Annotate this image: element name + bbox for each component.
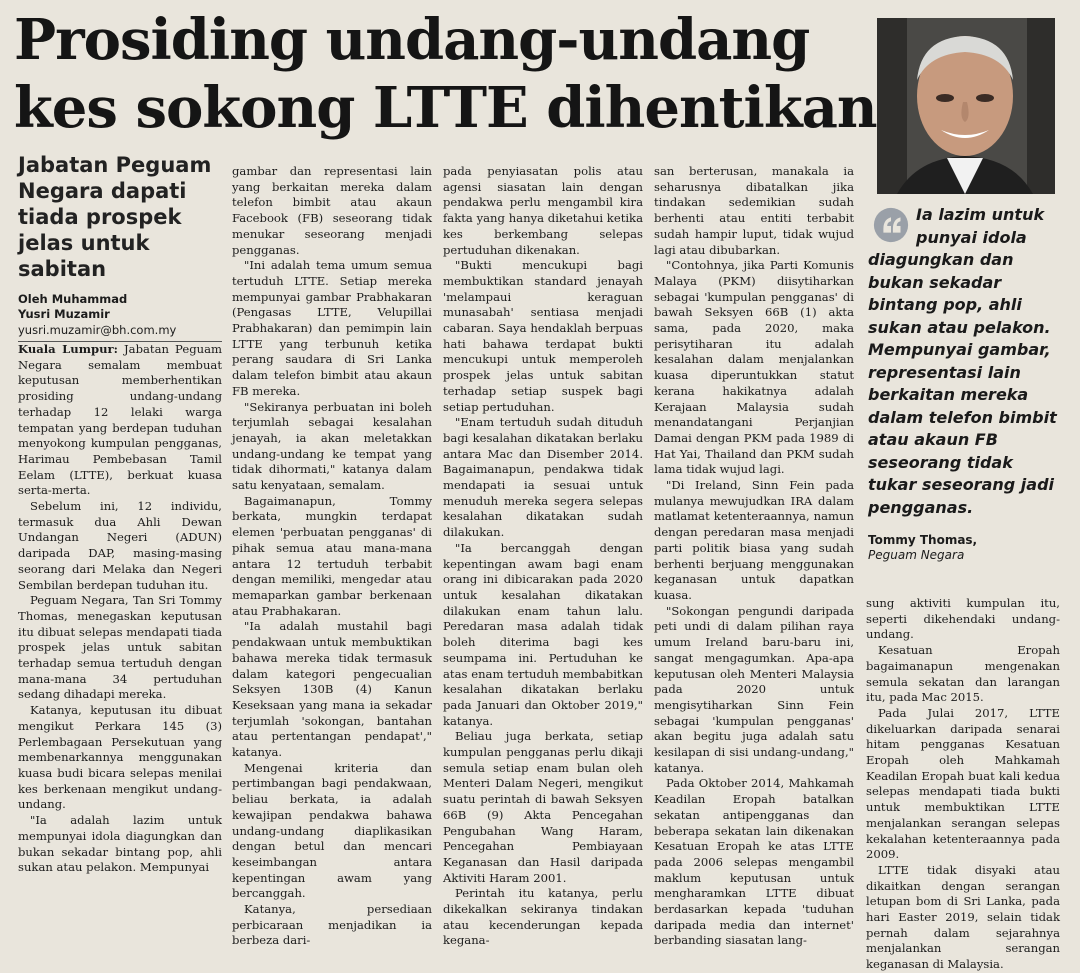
portrait-illustration: [877, 18, 1055, 194]
pull-quote: [868, 204, 1060, 563]
paragraph: Pada Oktober 2014, Mahkamah Keadilan Eropah batalkan sekatan antipengganas dan beberapa sekatan lain dikenakan Kesatuan Eropah ke atas LTTE pada 2006 selepas mengambil maklum keputusan untuk mengharamkan LTTE dibuat berdasarkan kepada 'tuduhan daripada media dan internet' berbanding siasatan lang-: [654, 776, 854, 948]
author-email: yusri.muzamir@bh.com.my: [18, 322, 222, 342]
paragraph: san berterusan, manakala ia seharusnya dibatalkan jika tindakan sedemikian sudah berhenti atau entiti terbabit sudah hampir luput, tidak wujud lagi atau dibubarkan.: [654, 164, 854, 257]
pull-quote-attribution: [868, 533, 1060, 563]
article-column-2: [232, 164, 432, 949]
paragraph: Beliau juga berkata, setiap kumpulan pengganas perlu dikaji semula setiap enam bulan oleh Menteri Dalam Negeri, mengikut suatu perintah di bawah Seksyen 66B (9) Akta Pencegahan Pengubahan Wang Haram, Pencegahan Pembiayaan Keganasan dan Hasil daripada Aktiviti Haram 2001.: [443, 729, 643, 885]
article-subheadline: Jabatan Peguam Negara dapati tiada prospek jelas untuk sabitan: [18, 153, 212, 281]
pull-quote-text-first: Ia lazim untuk punyai idola: [916, 205, 1045, 247]
article-column-1: [18, 152, 222, 876]
dateline: Kuala Lumpur:: [18, 342, 118, 356]
paragraph: "Di Ireland, Sinn Fein pada mulanya mewujudkan IRA dalam matlamat ketenteraannya, namun dengan peredaran masa menjadi parti politik biasa yang sudah berhenti berjuang menggunakan keganasan untuk dapatkan kuasa.: [654, 478, 854, 602]
paragraph: Katanya, persediaan perbicaraan menjadikan ia berbeza dari-: [232, 902, 432, 948]
byline-line-1: Oleh Muhammad: [18, 292, 128, 306]
lead-paragraph-text: Jabatan Peguam Negara semalam membuat keputusan memberhentikan prosiding undang-undang terhadap 12 lelaki warga tempatan yang berdepan tuduhan menyokong kumpulan pengganas, Harimau Pembebasan Tamil Eelam (LTTE), berkuat kuasa serta-merta.: [18, 342, 222, 498]
paragraph: "Ini adalah tema umum semua tertuduh LTTE. Setiap mereka mempunyai gambar Prabhakaran (Pengasas LTTE, Velupillai Prabhakaran) dan pemimpin lain LTTE yang terbunuh ketika perang saudara di Sri Lanka dalam telefon bimbit atau akaun FB mereka.: [232, 258, 432, 398]
paragraph: "Ia adalah lazim untuk mempunyai idola diagungkan dan bukan sekadar bintang pop, ahli sukan atau pelakon. Mempunyai: [18, 813, 222, 875]
quote-author-name: Tommy Thomas,: [868, 533, 978, 547]
paragraph: LTTE tidak disyaki atau dikaitkan dengan serangan letupan bom di Sri Lanka, pada hari Easter 2019, selain tidak pernah dalam sejarahnya menjalankan serangan keganasan di Malaysia.: [866, 862, 1060, 972]
article-column-3: [443, 164, 643, 949]
pull-quote-text: diagungkan dan bukan sekadar bintang pop, ahli sukan atau pelakon. Mempunyai gambar, representasi lain berkaitan mereka dalam telefon bimbit atau akaun FB seseorang tidak tukar seseorang jadi pengganas.: [868, 250, 1057, 517]
headline-line-2: kes sokong LTTE dihentikan: [14, 75, 877, 141]
paragraph: "Ia adalah mustahil bagi pendakwaan untuk membuktikan bahawa mereka tidak termasuk dalam kategori pengecualian Seksyen 130B (4) Kanun Keseksaan yang mana ia sekadar terjumlah 'sokongan, bantahan atau pertentangan pendapat'," katanya.: [232, 619, 432, 760]
portrait-photo: [877, 18, 1055, 194]
article-headline: [14, 6, 877, 142]
article-column-5: [866, 596, 1060, 973]
paragraph: Bagaimanapun, Tommy berkata, mungkin terdapat elemen 'perbuatan pengganas' di pihak semua atau mana-mana antara 12 tertuduh terbabit dengan memiliki, mengedar atau memaparkan gambar berkenaan atau Prabhakaran.: [232, 493, 432, 618]
article-column-4: [654, 164, 854, 949]
byline-line-2: Yusri Muzamir: [18, 307, 110, 321]
paragraph: "Ia bercanggah dengan kepentingan awam bagi enam orang ini dibicarakan pada 2020 untuk kesalahan dikatakan dilakukan enam tahun lalu. Peredaran masa adalah tidak boleh diterima bagi kes seumpama ini. Pertuduhan ke atas enam tertuduh membabitkan kesalahan dikatakan berlaku pada Januari dan Oktober 2019," katanya.: [443, 540, 643, 728]
paragraph: Mengenai kriteria dan pertimbangan bagi pendakwaan, beliau berkata, ia adalah kewajipan pendakwa bahawa undang-undang diaplikasikan dengan betul dan mencari keseimbangan antara kepentingan awam yang bercanggah.: [232, 760, 432, 901]
paragraph: Kesatuan Eropah bagaimanapun mengenakan semula sekatan dan larangan itu, pada Mac 2015.: [866, 643, 1060, 705]
quote-mark-icon: [872, 206, 910, 244]
paragraph: gambar dan representasi lain yang berkaitan mereka dalam telefon bimbit atau akaun Facebook (FB) seseorang tidak menukar seseorang menjadi pengganas.: [232, 164, 432, 257]
paragraph: Katanya, keputusan itu dibuat mengikut Perkara 145 (3) Perlembagaan Persekutuan yang membenarkannya menggunakan kuasa budi bicara selepas menilai kes berkenaan mengikut undang-undang.: [18, 703, 222, 812]
paragraph: Pada Julai 2017, LTTE dikeluarkan daripada senarai hitam pengganas Kesatuan Eropah oleh Mahkamah Keadilan Eropah buat kali kedua selepas mendapati tiada bukti untuk membuktikan LTTE menjalankan serangan selepas kekalahan ketenteraannya pada 2009.: [866, 705, 1060, 862]
paragraph: "Sokongan pengundi daripada peti undi di dalam pilihan raya umum Ireland baru-baru ini, sangat mengagumkan. Apa-apa keputusan oleh Menteri Malaysia pada 2020 untuk mengisytiharkan Sinn Fein sebagai 'kumpulan pengganas' akan begitu juga adalah satu kesilapan di sisi undang-undang," katanya.: [654, 603, 854, 775]
paragraph: "Bukti mencukupi bagi membuktikan standard jenayah 'melampaui keraguan munasabah' sentiasa menjadi cabaran. Saya hendaklah berpuas hati bahawa terdapat bukti mencukupi untuk memperoleh prospek jelas untuk sabitan terhadap setiap suspek bagi setiap pertuduhan.: [443, 258, 643, 414]
quote-author-role: Peguam Negara: [868, 548, 965, 562]
paragraph: Peguam Negara, Tan Sri Tommy Thomas, menegaskan keputusan itu dibuat selepas mendapati tiada prospek jelas untuk sabitan terhadap semua tertuduh dengan mana-mana 34 pertuduhan sedang dihadapi mereka.: [18, 593, 222, 702]
paragraph: "Enam tertuduh sudah dituduh bagi kesalahan dikatakan berlaku antara Mac dan Disember 2014. Bagaimanapun, pendakwa tidak mendapati ia sesuai untuk menuduh mereka segera selepas kesalahan dikatakan sudah dilakukan.: [443, 415, 643, 540]
paragraph: Perintah itu katanya, perlu dikekalkan sekiranya tindakan atau kecenderungan kepada kegana-: [443, 886, 643, 948]
paragraph: "Sekiranya perbuatan ini boleh terjumlah sebagai kesalahan jenayah, ia akan meletakkan undang-undang ke tempat yang tidak dihormati," katanya dalam satu kenyataan, semalam.: [232, 399, 432, 493]
lead-paragraph: [18, 342, 222, 499]
paragraph: sung aktiviti kumpulan itu, seperti dikehendaki undang-undang.: [866, 596, 1060, 642]
paragraph: pada penyiasatan polis atau agensi siasatan lain dengan pendakwa perlu mengambil kira fakta yang hanya diketahui ketika kes berkembang selepas pertuduhan dikenakan.: [443, 164, 643, 257]
paragraph: "Contohnya, jika Parti Komunis Malaya (PKM) diisytiharkan sebagai 'kumpulan pengganas' di bawah Seksyen 66B (1) akta sama, pada 2020, maka perisytiharan itu adalah kesalahan dalam menjalankan kuasa diperuntukkan statut kerana hakikatnya adalah Kerajaan Malaysia sudah menandatangani Perjanjian Damai dengan PKM pada 1989 di Hat Yai, Thailand dan PKM sudah lama tidak wujud lagi.: [654, 258, 854, 477]
headline-line-1: Prosiding undang-undang: [14, 7, 810, 73]
paragraph: Sebelum ini, 12 individu, termasuk dua Ahli Dewan Undangan Negeri (ADUN) daripada DAP, masing-masing seorang dari Melaka dan Negeri Sembilan berdepan tuduhan itu.: [18, 499, 222, 592]
